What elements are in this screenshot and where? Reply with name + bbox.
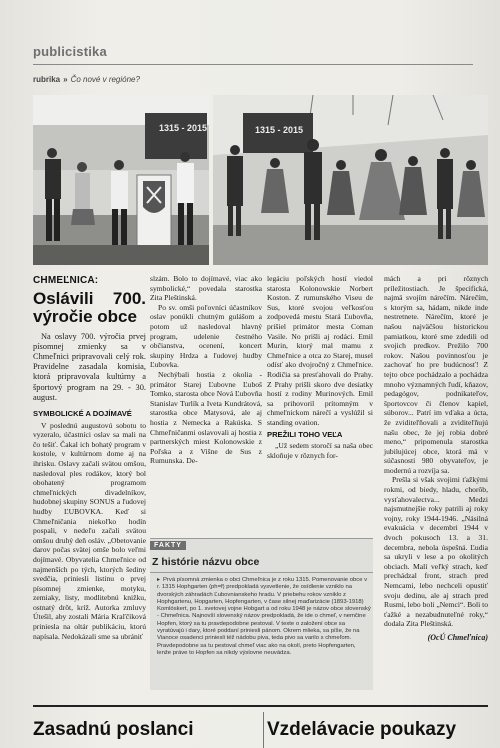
article-paragraph-2: slzám. Bolo to dojímavé, viac ako symbolické,“ povedala starostka Zita Pleštinská. [150, 274, 262, 303]
article-subhead-1: SYMBOLICKÉ A DOJÍMAVÉ [33, 409, 132, 419]
facts-text [157, 577, 371, 657]
header-divider [33, 64, 473, 65]
article-paragraph-6: „Už sedem storočí sa naša obec skloňuje v rôznych for- [267, 441, 373, 460]
article-column-1 [33, 276, 146, 641]
article-paragraph-3: Po sv. omši poľovníci účastníkov oslav ponúkli chutným gulášom a potom už nasledoval hlavný program, udelenie čestného občianstva, ocenení, koncert skupiny Hrdza a ľudovej hudby Ľubovka. [150, 302, 262, 370]
article-lead: Na oslavy 700. výročia prvej písomnej zmienky sa v Chmeľnici pripravovali celý rok. Pravidelne zasadala komisia, ktorá pripravovala kultúrny a športový program na 29. - 30. august. [33, 331, 146, 402]
article-paragraph-5: legáciu poľských hostí viedol starosta Kolonowskie Norbert Koston. Z rumunského Viseu de Sus, ktoré svojou veľkosťou zodpovedá mestu Stará Ľubovňa, prišiel primátor mesta Coman Vasile. No prišli aj rodáci. Emil Murin, ktorý mal mamu z Chmeľnice a otca zo Starej, musel odísť ako dvojročný z Chmeľnice. Rodičia sa presťahovali do Prahy. Z Prahy prišli skoro dve desiatky hostí z rodiny Murinových. Emil sa prihovoril prítomným v chmeľnickom nárečí a vyslúžil si standing ovation. [267, 274, 373, 427]
article-paragraph-1: V poslednú augustovú sobotu to vyzeralo, účastníci oslav sa mali na čo tešiť. Čakal ich bohatý program v kostole, v kultúrnom dome aj na ihrisku. Oslavy začali svätou omšou, nasledoval ples rodákov, ktorý bol obohatený programom chmeľnických divadelníkov, hudobnej skupiny SONUS a ľudovej hudby ĽUBOVKA. Keď si Chmeľničania niekoľko hodín pospali, v nedeľu začali svätou omšou druhý deň osláv. „Obetovanie darov počas svätej omše bolo veľmi dojímavé. Obyvatelia Chmeľnice od najmenších po tých, ktorých šediny svedčia, priniesli listinu o prvej písomnej zmienke, motyku, zemiaky, listy, modlitebnú knižku, ostnatý drôt, kríž. Autorka zmluvy Útešil, aby zostali Mária Kraľčíková priniesla na oltár publikáciu, ktorú napísala. Nedokázali sme sa ubrániť [33, 420, 146, 641]
facts-tag: FAKTY [150, 541, 186, 550]
breadcrumb-arrows: » [63, 75, 68, 84]
breadcrumb-value: Čo nové v regióne? [70, 75, 140, 84]
article-paragraph-8: Prešla si však svojimi ťažkými rokmi, od biedy, hladu, chorôb, vysťahovalectva... Medzi najsmutnejšie roky patrili aj roky vojny, roky 1944-1946. „Násilná evakuácia v decembri 1944 v dvoch pokusoch 13. a 31. decembra, nebola úspešná. Ľudia sa ukryli v lese a po okolitých obciach. Malí veľký strach, keď prechádzal front, strach pred Nemcami, lebo nechceli opustiť svoju dedinu, ale aj strach pred Rusmi, lebo boli „Nemci“. Boli to ťažké a nezabudnuteľné roky,“ dodala Zita Pleštinská. [384, 475, 488, 629]
article-column-2 [150, 274, 262, 466]
next-article-headline-left: Zasadnú poslanci [33, 719, 194, 740]
photo-folk-dancers [213, 95, 488, 265]
bottom-divider [33, 705, 488, 707]
facts-divider [150, 572, 373, 573]
article-paragraph-4: Nechýbali hostia z okolia - primátor Starej Ľubovne Ľuboš Tomko, starosta obce Nová Ľubovňa Stanislav Turlík a Iveta Kundrátová, starostka obce Matysová, ale aj hostia z Nemecka a Rakúska. S Chmeľničanmi oslavovali aj hostia z partnerských miest Kolonowskie z Poľska a z Višne de Sus z Rumunska. De- [150, 369, 262, 466]
bullet-icon: ▸ [157, 577, 160, 583]
article-paragraph-7: mách a pri rôznych príležitostiach. Je špecifická, najmä svojím nárečím. Nárečím, s ktorým sa, hádam, nikde inde nestretnete. Nárečím, ktoré je našou najväčšou historickou pamiatkou, ktoré sme zdedili od svojich predkov. Prežilo 700 rokov. Našou povinnosťou je zachovať ho pre budúcnosť! Z tejto obce pochádzalo a pochádza mnoho významných ľudí, kňazov, pedagógov, podnikateľov, športovcov či členov kapiel, súborov... Patrí im vďaka a úcta, že zviditeľňovali a zviditeľňujú našu obec, že jej robia dobré meno,“ pripomenula starostka jubilujúcej obce, ktorá má v súčasnosti 980 obyvateľov, je modernú a rozvíja sa. [384, 274, 488, 475]
section-title: publicistika [33, 44, 107, 59]
article-signature: (OcÚ Chmeľnica) [427, 632, 488, 642]
article-column-3 [267, 274, 373, 460]
breadcrumb [33, 75, 473, 84]
facts-body: Prvá písomná zmienka o obci Chmeľnica je z roku 1315. Pomenovanie obce v r. 1315 Hophgarten (ph=f) predpokladá vysvetlenie, že osídlenie vzniklo na dvorských záhradách Ľubovnianskeho hradu. V priebehu rokov vzniklo z Hophgartenu, Hopgarten, Hopfengarten, v čase silnej maďarizácie (1893-1918) Komlóskert, po 1. svetovej vojne Hobgart a od roku 1948 je názov obce slovenský - Chmeľnica. Najnovší slovenský názov predpokladá, že ide o chmeľ, v nemčine Hopfen, ktorý sa tu pravdepodobne pestoval. V texte o založení obce sa vyratúvajú i dary, ktoré poddaní priniesli pánom. Okrem mlieka, sa píše, že na Vianoce osadenci priniesli též nádobu piva, teda pivo sa varilo s chmeľom. Pravdepodobne sa tu pestoval chmeľ viac ako na okolí, preto Hopfengarten, lenže práve to Hopfen sa nikdy výslovne neuvádza. [157, 577, 371, 656]
facts-title: Z histórie názvu obce [152, 556, 260, 568]
svg-text:1315 - 2015: 1315 - 2015 [255, 125, 304, 135]
bottom-column-divider [263, 712, 264, 748]
article-column-4 [384, 274, 488, 643]
next-article-headline-right: Vzdelávacie poukazy [267, 719, 457, 740]
article-subhead-2: PREŽILI TOHO VEĽA [267, 429, 343, 439]
facts-box [150, 538, 373, 690]
photo-ceremony-stage [33, 95, 209, 265]
svg-text:1315 - 2015: 1315 - 2015 [159, 123, 208, 133]
article-headline: Oslávili 700. výročie obce [33, 288, 146, 326]
article-dateline: CHMEĽNICA: [33, 275, 99, 286]
breadcrumb-label: rubrika [33, 75, 61, 84]
